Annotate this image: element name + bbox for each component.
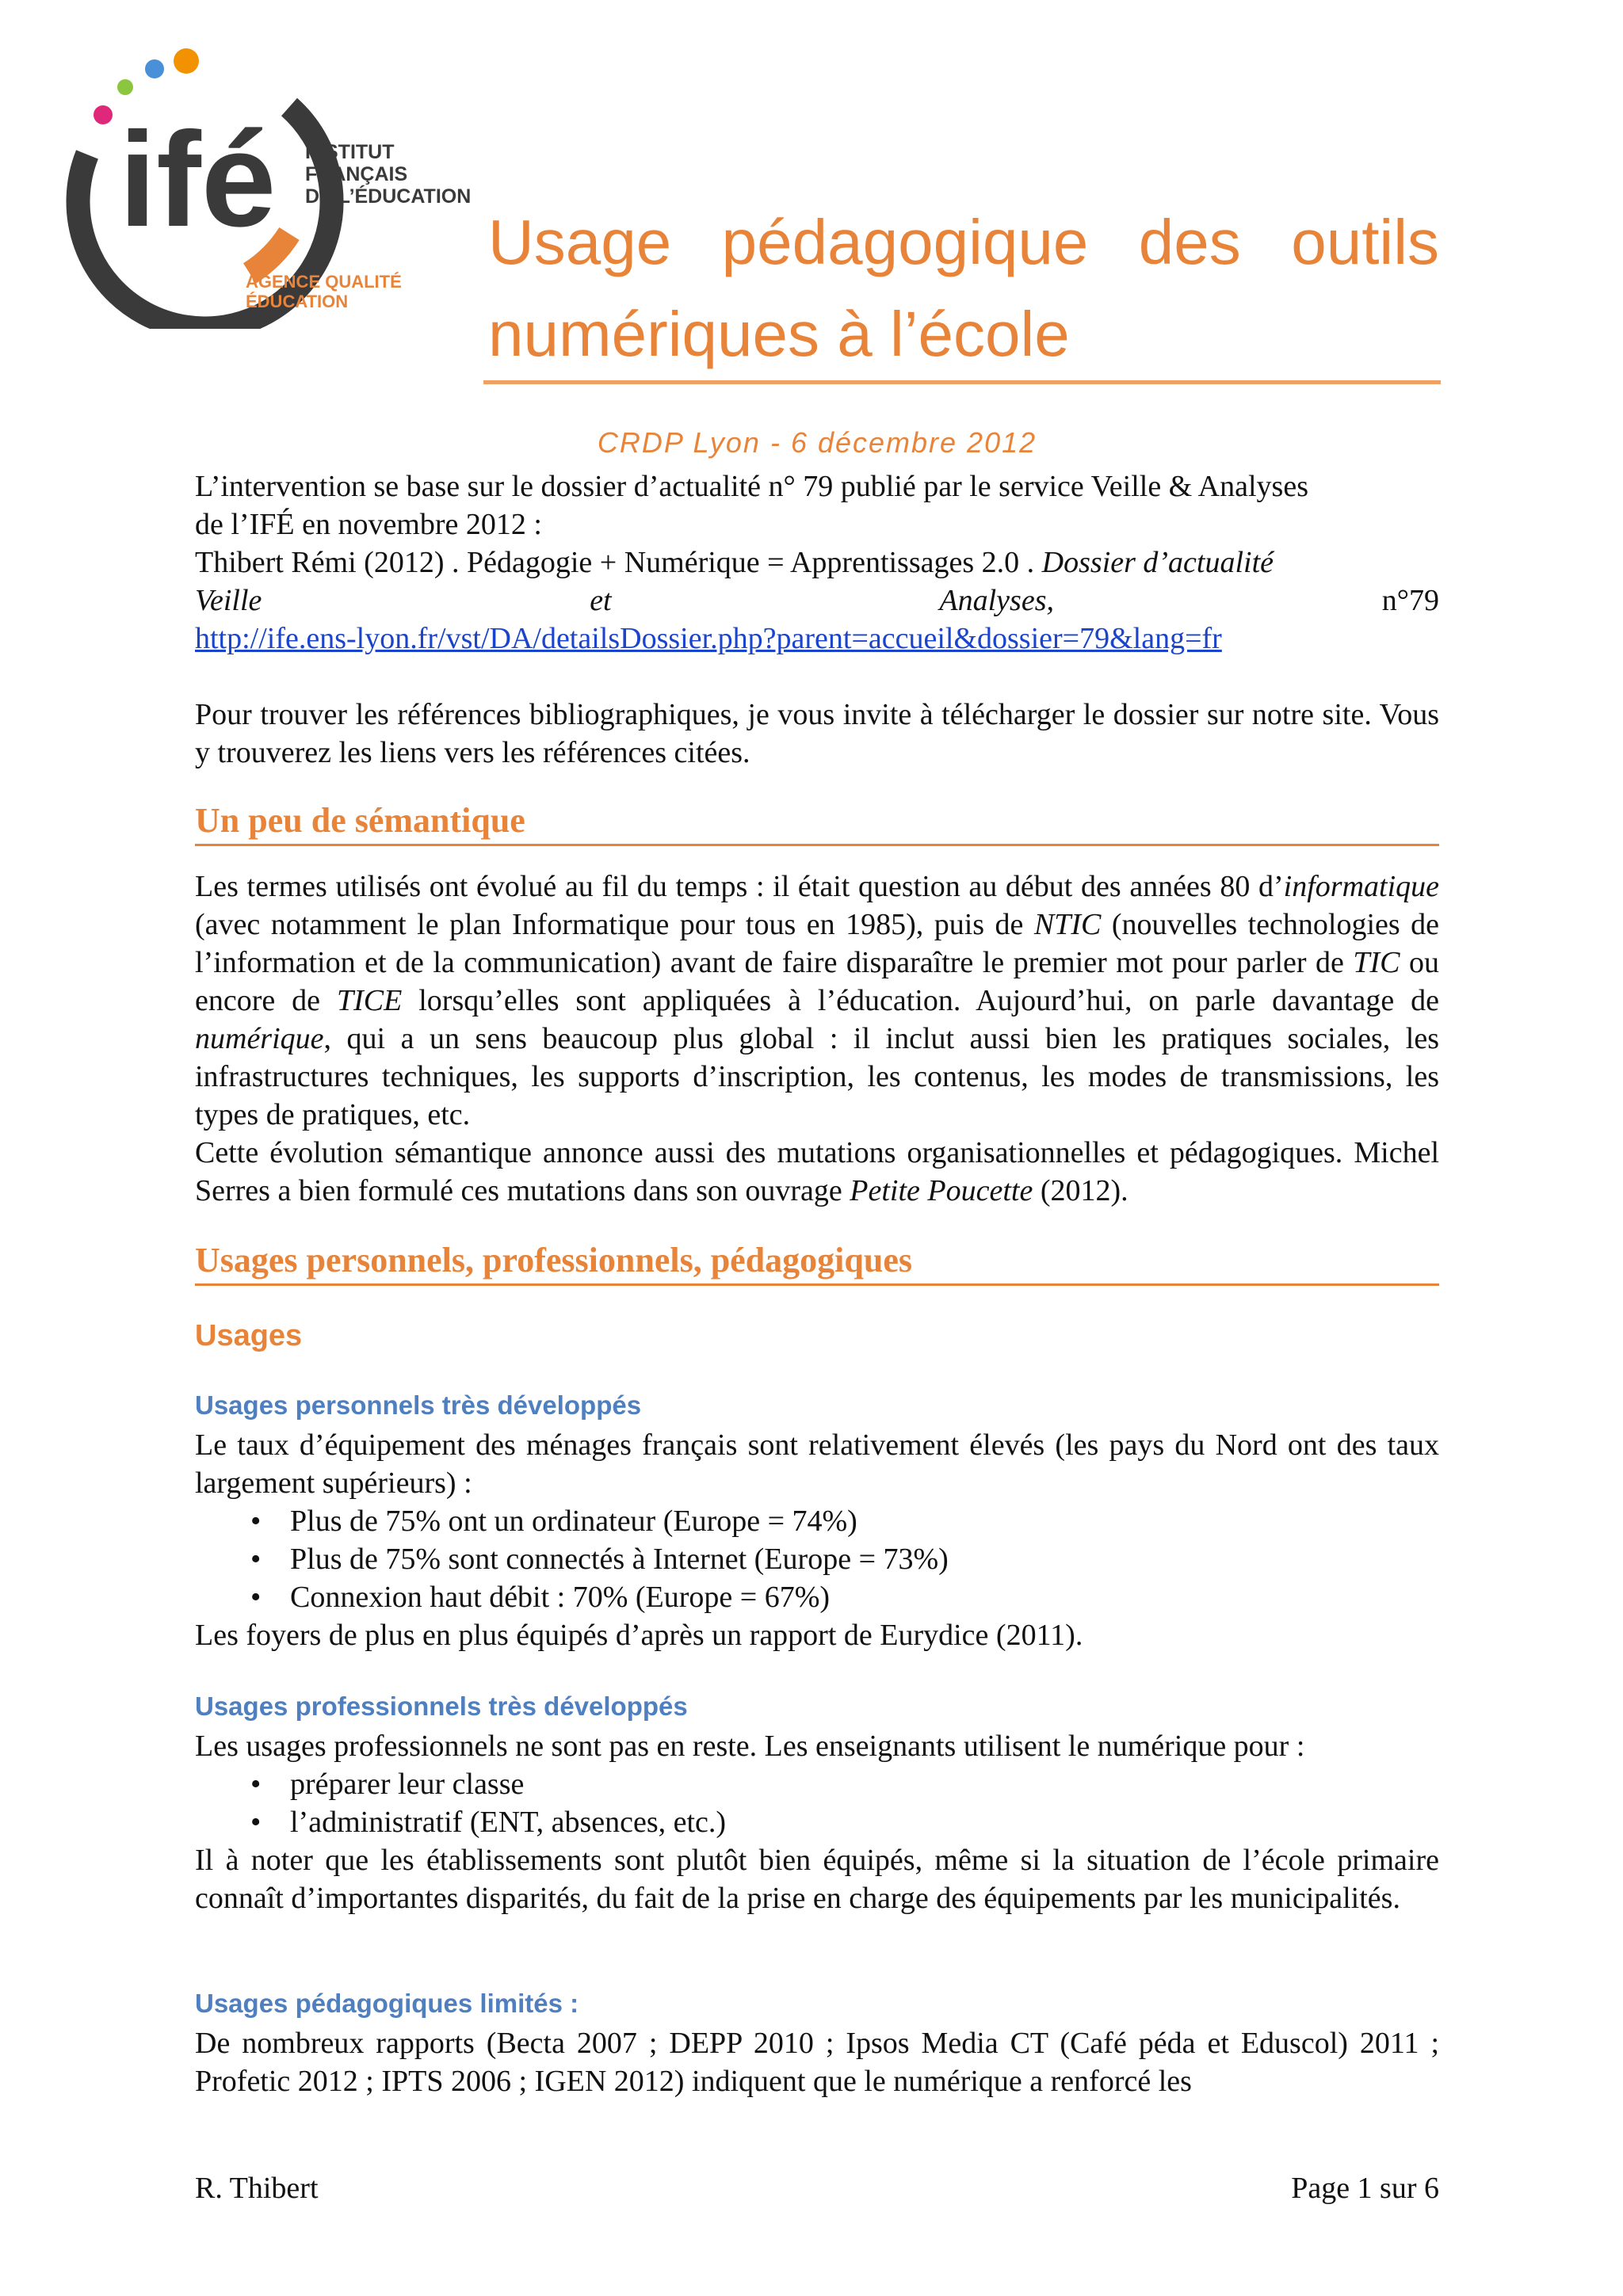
title-word: Usage bbox=[488, 207, 672, 277]
intro bbox=[195, 467, 1439, 772]
svg-text:ÉDUCATION: ÉDUCATION bbox=[246, 292, 349, 311]
section1-body bbox=[195, 868, 1439, 1210]
title-word: pédagogique bbox=[721, 207, 1089, 277]
usages-professionnels-body: Les usages professionnels ne sont pas en reste. Les enseignants utilisent le numérique pour : • préparer leur classe • l’administratif (ENT, absences, etc.) Il à noter que les établissements sont plutôt bien équipés, même si la situation de l’école primaire connaît d’importantes disparités, du fait de la prise en charge des équipements par les municipalités. bbox=[195, 1727, 1439, 1917]
logo-mark: ifé bbox=[119, 105, 277, 255]
svg-text:AGENCE QUALITÉ: AGENCE QUALITÉ bbox=[246, 272, 402, 292]
title-word: des bbox=[1138, 207, 1241, 277]
reference-line1: Thibert Rémi (2012) . Pédagogie + Numérique = Apprentissages 2.0 . Dossier d’actualité bbox=[195, 546, 1274, 579]
list-item: • Plus de 75% ont un ordinateur (Europe = 74%) bbox=[250, 1502, 1439, 1540]
list-item: • préparer leur classe bbox=[250, 1765, 1439, 1803]
svg-text:DE L’ÉDUCATION: DE L’ÉDUCATION bbox=[305, 185, 472, 208]
footer-page-number: Page 1 sur 6 bbox=[1291, 2172, 1439, 2205]
svg-text:FRANÇAIS: FRANÇAIS bbox=[305, 163, 408, 185]
dossier-link[interactable]: http://ife.ens-lyon.fr/vst/DA/detailsDossier.php?parent=accueil&dossier=79&lang=fr bbox=[195, 622, 1222, 655]
title-line2: numériques à l’école bbox=[488, 299, 1070, 369]
list-item: • Plus de 75% sont connectés à Internet (Europe = 73%) bbox=[250, 1540, 1439, 1578]
section-heading-semantique: Un peu de sémantique bbox=[195, 800, 1439, 846]
list-item: • l’administratif (ENT, absences, etc.) bbox=[250, 1803, 1439, 1841]
intro-line1: L’intervention se base sur le dossier d’actualité n° 79 publié par le service Veille & Analyses bbox=[195, 470, 1308, 503]
intro-line2: de l’IFÉ en novembre 2012 : bbox=[195, 508, 542, 541]
svg-text:INSTITUT: INSTITUT bbox=[305, 141, 395, 163]
section1-para1: Les termes utilisés ont évolué au fil du temps : il était question au début des années 80 d’informatique (avec notamment le plan Informatique pour tous en 1985), puis de NTIC (nouvelles technologies de l’information et de la communication) avant de faire disparaître le premier mot pour parler de TIC ou encore de TICE lorsqu’elles sont appliquées à l’éducation. Aujourd’hui, on parle davantage de numérique, qui a un sens beaucoup plus global : il inclut aussi bien les pratiques sociales, les infrastructures techniques, les supports d’inscription, les contenus, les modes de transmissions, les types de pratiques, etc. bbox=[195, 870, 1440, 1131]
section-heading-usages: Usages personnels, professionnels, pédagogiques bbox=[195, 1240, 1439, 1286]
usages-pedagogiques-body: De nombreux rapports (Becta 2007 ; DEPP 2010 ; Ipsos Media CT (Café péda et Eduscol) 2011 ; Profetic 2012 ; IPTS 2006 ; IGEN 2012) indiquent que le numérique a renforcé les bbox=[195, 2027, 1439, 2098]
title-rule bbox=[483, 380, 1441, 384]
page-title bbox=[488, 196, 1439, 380]
reference-line2: Veille et Analyses, n°79 bbox=[195, 584, 1439, 617]
subheading-usages: Usages bbox=[195, 1319, 303, 1352]
usages-personnels-body: Le taux d’équipement des ménages français sont relativement élevés (les pays du Nord ont des taux largement supérieurs) : • Plus de 75% ont un ordinateur (Europe = 74%) • Plus de 75% sont connectés à Internet (Europe = 73%) • Connexion haut débit : 70% (Europe = 67%) Les foyers de plus en plus équipés d’après un rapport de Eurydice (2011). bbox=[195, 1426, 1439, 1654]
title-word: outils bbox=[1291, 207, 1439, 277]
section1-para2: Cette évolution sémantique annonce aussi des mutations organisationnelles et pédagogiques. Michel Serres a bien formulé ces mutations dans son ouvrage Petite Poucette (2012). bbox=[195, 1136, 1439, 1207]
list-item: • Connexion haut débit : 70% (Europe = 67%) bbox=[250, 1578, 1439, 1616]
footer-author: R. Thibert bbox=[195, 2172, 319, 2205]
subtitle: CRDP Lyon - 6 décembre 2012 bbox=[597, 426, 1037, 459]
usages-professionnels-list bbox=[195, 1765, 1439, 1841]
heading-usages-personnels: Usages personnels très développés bbox=[195, 1390, 642, 1420]
usages-personnels-list bbox=[195, 1502, 1439, 1616]
heading-usages-pedagogiques: Usages pédagogiques limités : bbox=[195, 1989, 579, 2018]
intro-para2: Pour trouver les références bibliographiques, je vous invite à télécharger le dossier sur notre site. Vous y trouverez les liens vers les références citées. bbox=[195, 698, 1439, 769]
heading-usages-professionnels: Usages professionnels très développés bbox=[195, 1691, 688, 1721]
ife-logo bbox=[44, 36, 487, 329]
